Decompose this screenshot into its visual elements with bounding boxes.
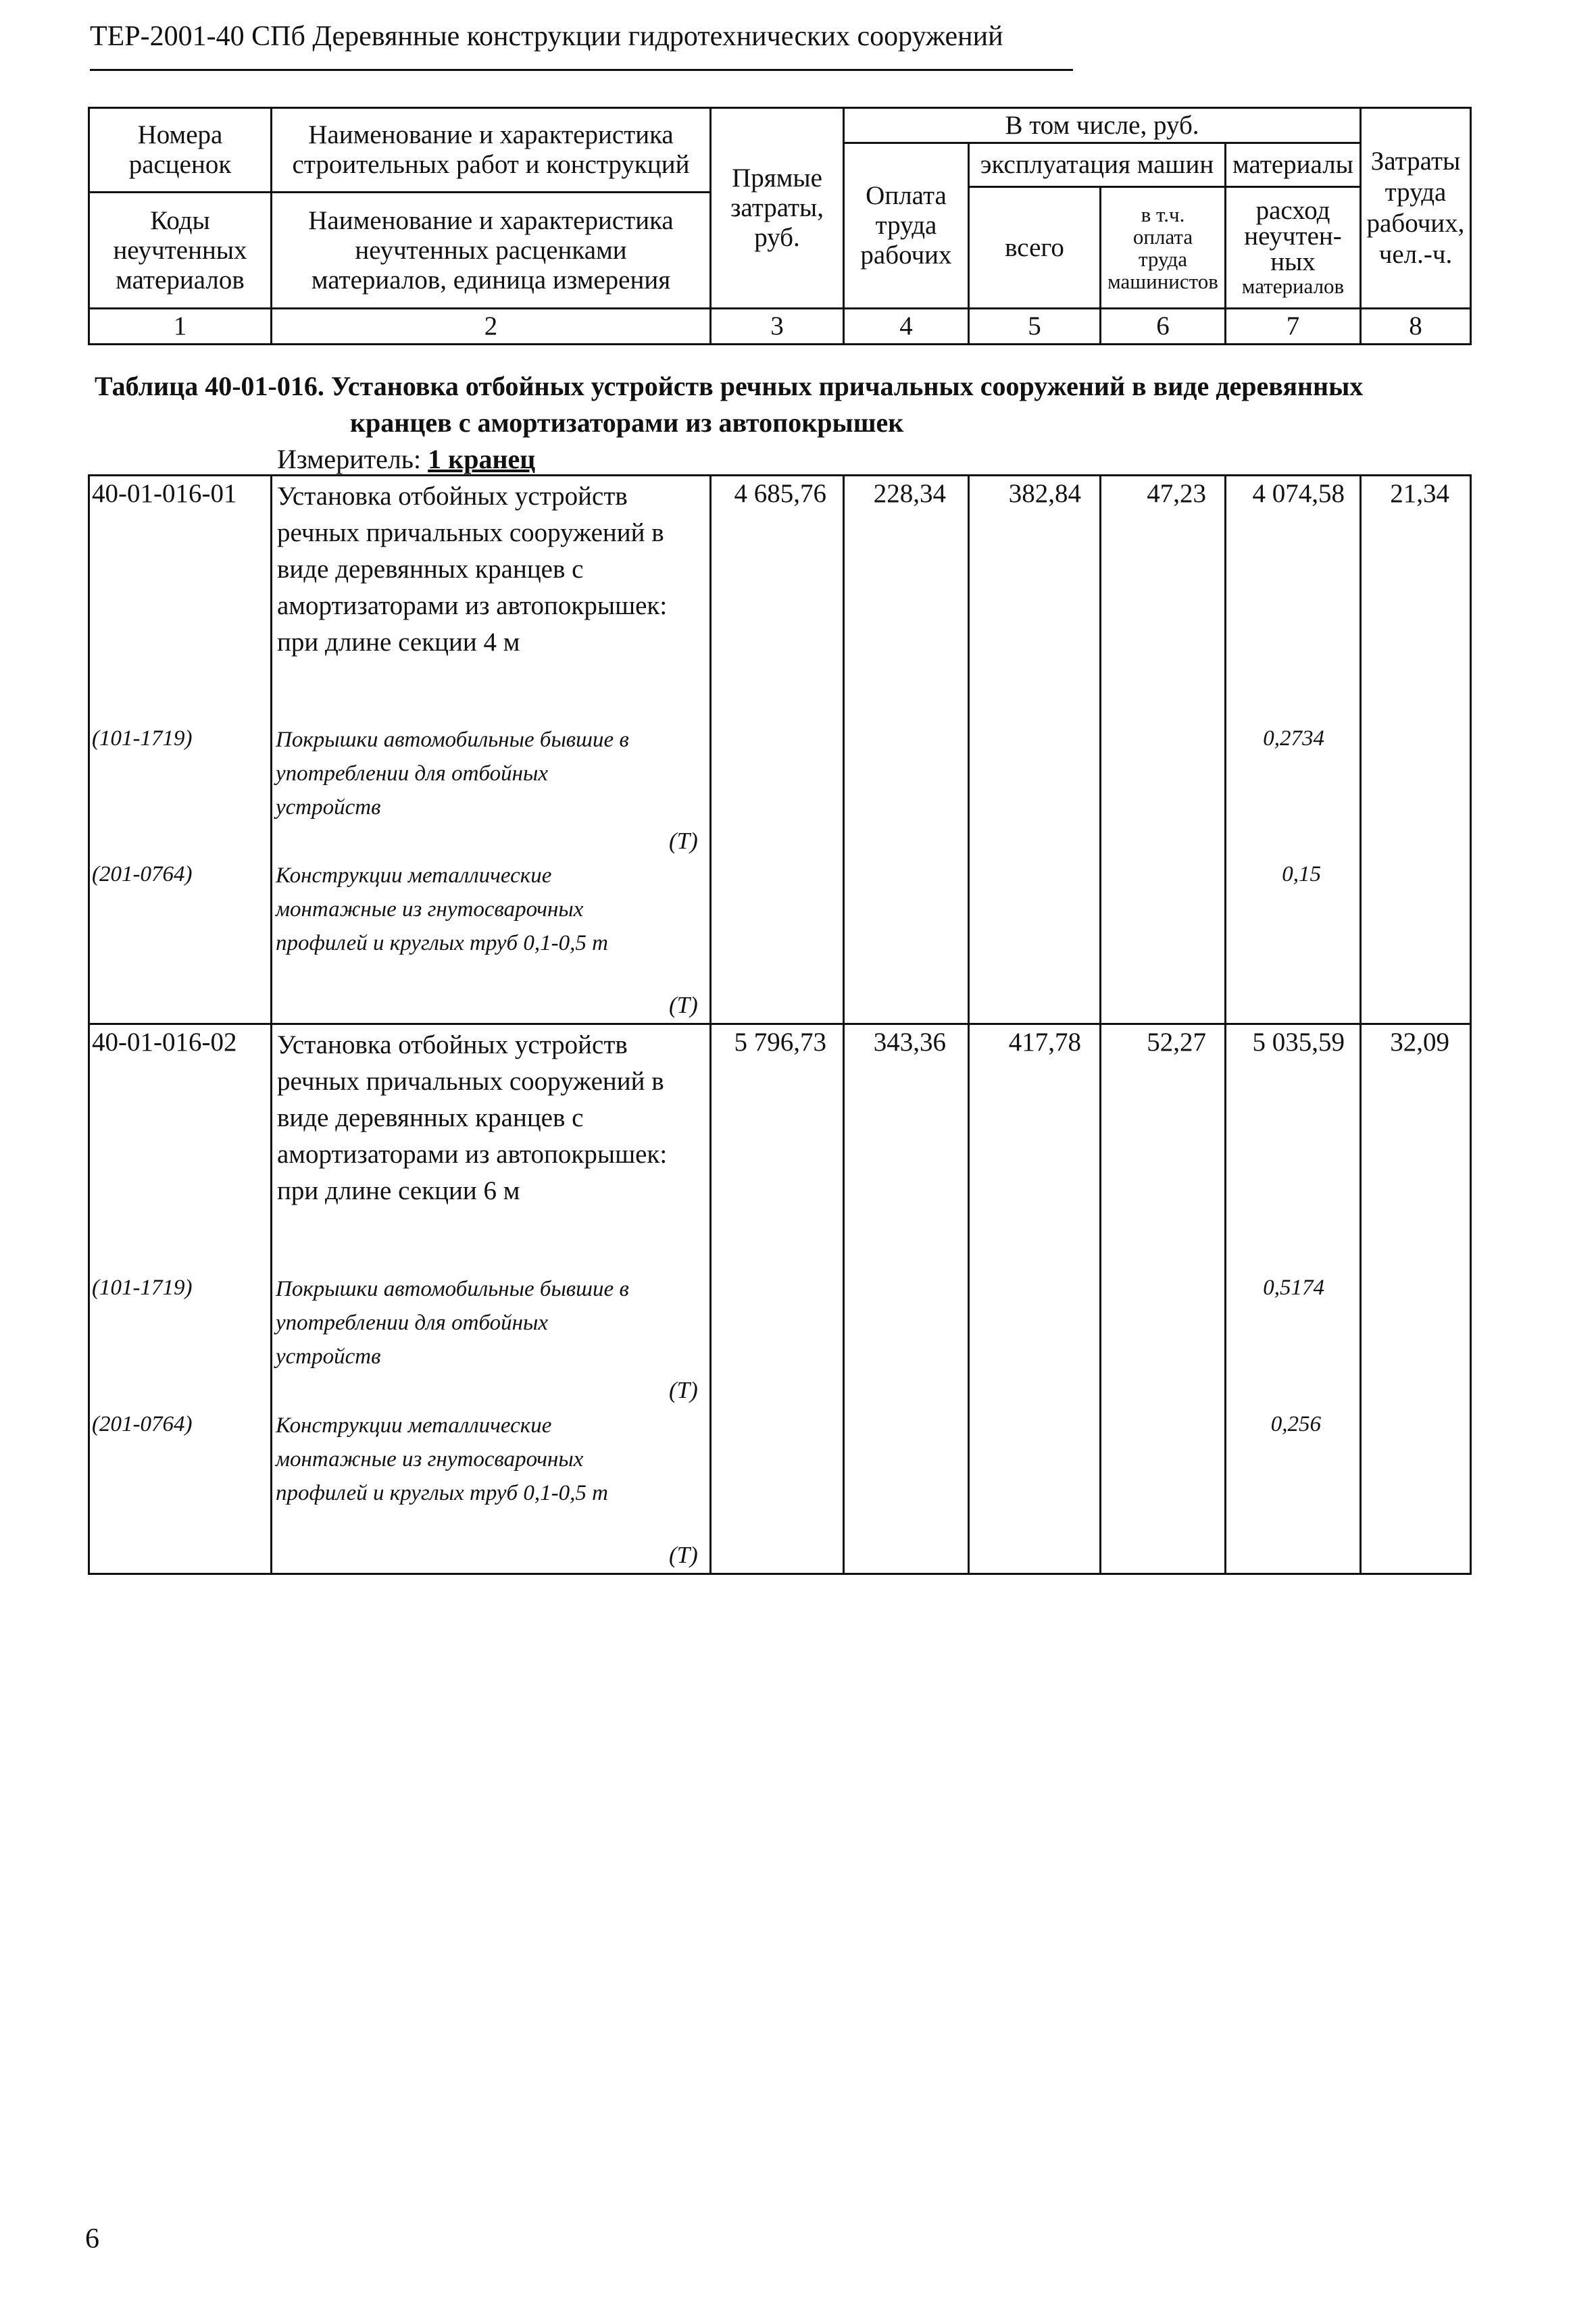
- material-unit: (Т): [669, 1377, 698, 1403]
- row-line: [88, 1573, 1472, 1575]
- row-line: [843, 1023, 845, 1575]
- header-rule: [90, 69, 1073, 71]
- header-machine-operation: эксплуатация машин: [980, 150, 1214, 179]
- material-code: (101-1719): [92, 1276, 193, 1300]
- material-quantity: 0,15: [1282, 862, 1321, 886]
- header-materials: материалы: [1232, 150, 1353, 179]
- header-rate-numbers: Номера расценок: [128, 120, 232, 179]
- material-unit: (Т): [669, 1542, 698, 1568]
- material-name: Конструкции металлические монтажные из гнутосварочных профилей и круглых труб 0,1-0,5 т: [276, 863, 608, 955]
- row-line: [270, 474, 272, 1025]
- row-line: [88, 1023, 1472, 1025]
- header-material-codes: Коды неучтенных материалов: [113, 205, 247, 295]
- running-header: ТЕР-2001-40 СПб Деревянные конструкции гидротехнических сооружений: [90, 21, 1003, 52]
- header-including: В том числе, руб.: [1005, 110, 1199, 140]
- labor-hours-value: 21,34: [1390, 479, 1449, 508]
- row-line: [270, 1023, 272, 1575]
- machines-total-value: 417,78: [1008, 1028, 1081, 1057]
- rate-description: Установка отбойных устройств речных причальных сооружений в виде деревянных кранцев с амортизаторами из автопокрышек: при длине секции 6 м: [277, 1030, 668, 1205]
- row-line: [1099, 1023, 1101, 1575]
- page-number: 6: [85, 2223, 99, 2255]
- row-line: [843, 474, 845, 1025]
- col-number: 2: [484, 311, 498, 341]
- meter-value: 1 кранец: [428, 444, 536, 474]
- header-labor-pay: Оплата труда рабочих: [860, 181, 952, 270]
- labor-pay-value: 343,36: [873, 1028, 946, 1057]
- row-line: [88, 474, 90, 1025]
- header-labor-hours: Затраты труда рабочих, чел.-ч.: [1366, 147, 1465, 269]
- direct-costs-value: 4 685,76: [734, 479, 826, 508]
- meter-label: Измеритель:: [277, 444, 422, 474]
- table-subtitle: кранцев с амортизаторами из автопокрышек: [350, 407, 904, 438]
- row-line: [968, 1023, 970, 1575]
- materials-value: 5 035,59: [1252, 1028, 1345, 1057]
- col-number: 7: [1286, 311, 1300, 341]
- material-quantity: 0,5174: [1263, 1276, 1324, 1300]
- materials-value: 4 074,58: [1252, 479, 1345, 508]
- material-code: (101-1719): [92, 726, 193, 751]
- row-line: [1099, 474, 1101, 1025]
- header-work-name: Наименование и характеристика строительных работ и конструкций: [292, 120, 690, 179]
- header-machinists-pay: в т.ч. оплата труда машинистов: [1107, 202, 1218, 293]
- material-quantity: 0,2734: [1263, 726, 1324, 751]
- labor-hours-value: 32,09: [1390, 1028, 1449, 1057]
- hdr-line: [88, 343, 1472, 345]
- col-number: 1: [173, 311, 187, 341]
- col-number: 5: [1028, 311, 1041, 341]
- col-number: 6: [1156, 311, 1170, 341]
- material-name: Конструкции металлические монтажные из гнутосварочных профилей и круглых труб 0,1-0,5 т: [276, 1413, 608, 1505]
- material-name: Покрышки автомобильные бывшие в употреблении для отбойных устройств: [276, 728, 629, 820]
- row-line: [709, 1023, 712, 1575]
- header-direct-costs: Прямые затраты, руб.: [730, 164, 824, 252]
- col-number: 4: [899, 311, 913, 341]
- col-number: 3: [770, 311, 784, 341]
- labor-pay-value: 228,34: [873, 479, 946, 508]
- table-title: Таблица 40-01-016. Установка отбойных устройств речных причальных сооружений в виде деревянных: [95, 371, 1364, 401]
- material-code: (201-0764): [92, 862, 193, 886]
- machinists-pay-value: 47,23: [1147, 479, 1206, 508]
- row-line: [1360, 1023, 1362, 1575]
- row-line: [1470, 474, 1472, 1025]
- header-machines-total: всего: [1005, 232, 1064, 262]
- hdr-line: [1470, 107, 1472, 345]
- material-code: (201-0764): [92, 1412, 193, 1436]
- rate-code: 40-01-016-01: [92, 479, 237, 508]
- row-line: [88, 474, 1472, 476]
- row-line: [968, 474, 970, 1025]
- direct-costs-value: 5 796,73: [734, 1028, 826, 1057]
- machines-total-value: 382,84: [1008, 479, 1081, 508]
- material-unit: (Т): [669, 828, 698, 854]
- meter-line: [277, 441, 535, 478]
- col-number: 8: [1409, 311, 1422, 341]
- rate-description: Установка отбойных устройств речных причальных сооружений в виде деревянных кранцев с амортизаторами из автопокрышек: при длине секции 4 м: [277, 482, 668, 657]
- machinists-pay-value: 52,27: [1147, 1028, 1206, 1057]
- row-line: [709, 474, 712, 1025]
- material-unit: (Т): [669, 992, 698, 1018]
- row-line: [1360, 474, 1362, 1025]
- material-name: Покрышки автомобильные бывшие в употреблении для отбойных устройств: [276, 1277, 629, 1369]
- row-line: [88, 1023, 90, 1575]
- header-material-name: Наименование и характеристика неучтенных расценками материалов, единица измерения: [308, 205, 674, 295]
- header-unaccounted-materials: расход неучтен- ных материалов: [1241, 196, 1345, 298]
- material-quantity: 0,256: [1270, 1412, 1321, 1436]
- rate-code: 40-01-016-02: [92, 1028, 237, 1057]
- row-line: [1470, 1023, 1472, 1575]
